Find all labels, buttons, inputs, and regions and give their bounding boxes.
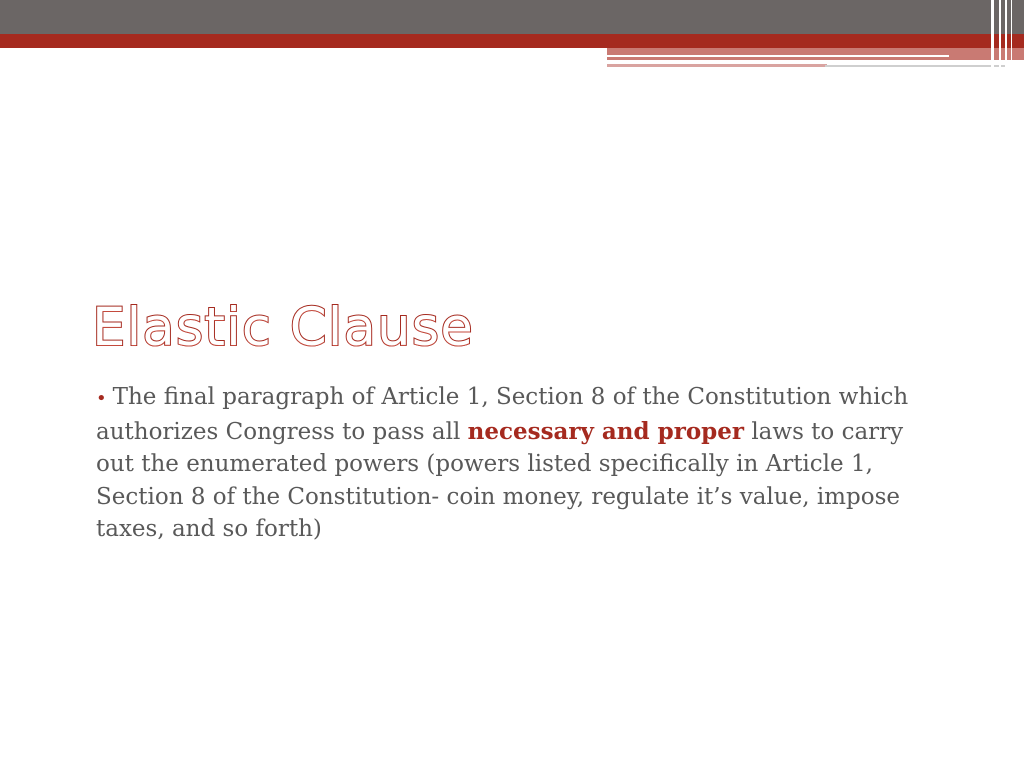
paragraph-text-before: The final paragraph of Article 1, Section 8 of the Constitution which authorizes Congress to pass all xyxy=(96,384,909,445)
header-red-accent xyxy=(607,48,1024,60)
paragraph-text-after: laws to carry out the enumerated powers (powers listed specifically in Article 1, Section 8 of the Constitution- coin money, regulate it’s value, impose taxes, and so forth) xyxy=(96,418,904,542)
header-pink-line xyxy=(607,64,827,67)
slide-title: Elastic Clause xyxy=(92,297,474,358)
header-gray-band xyxy=(0,0,1024,34)
header-red-band xyxy=(0,34,1024,48)
paragraph-emphasis: necessary and proper xyxy=(467,417,744,445)
bullet-paragraph xyxy=(96,381,936,546)
header-gray-line xyxy=(825,65,1005,67)
bullet-icon: • xyxy=(96,388,107,409)
header-divider-line xyxy=(607,55,949,57)
header-vertical-stripes xyxy=(985,0,1024,70)
